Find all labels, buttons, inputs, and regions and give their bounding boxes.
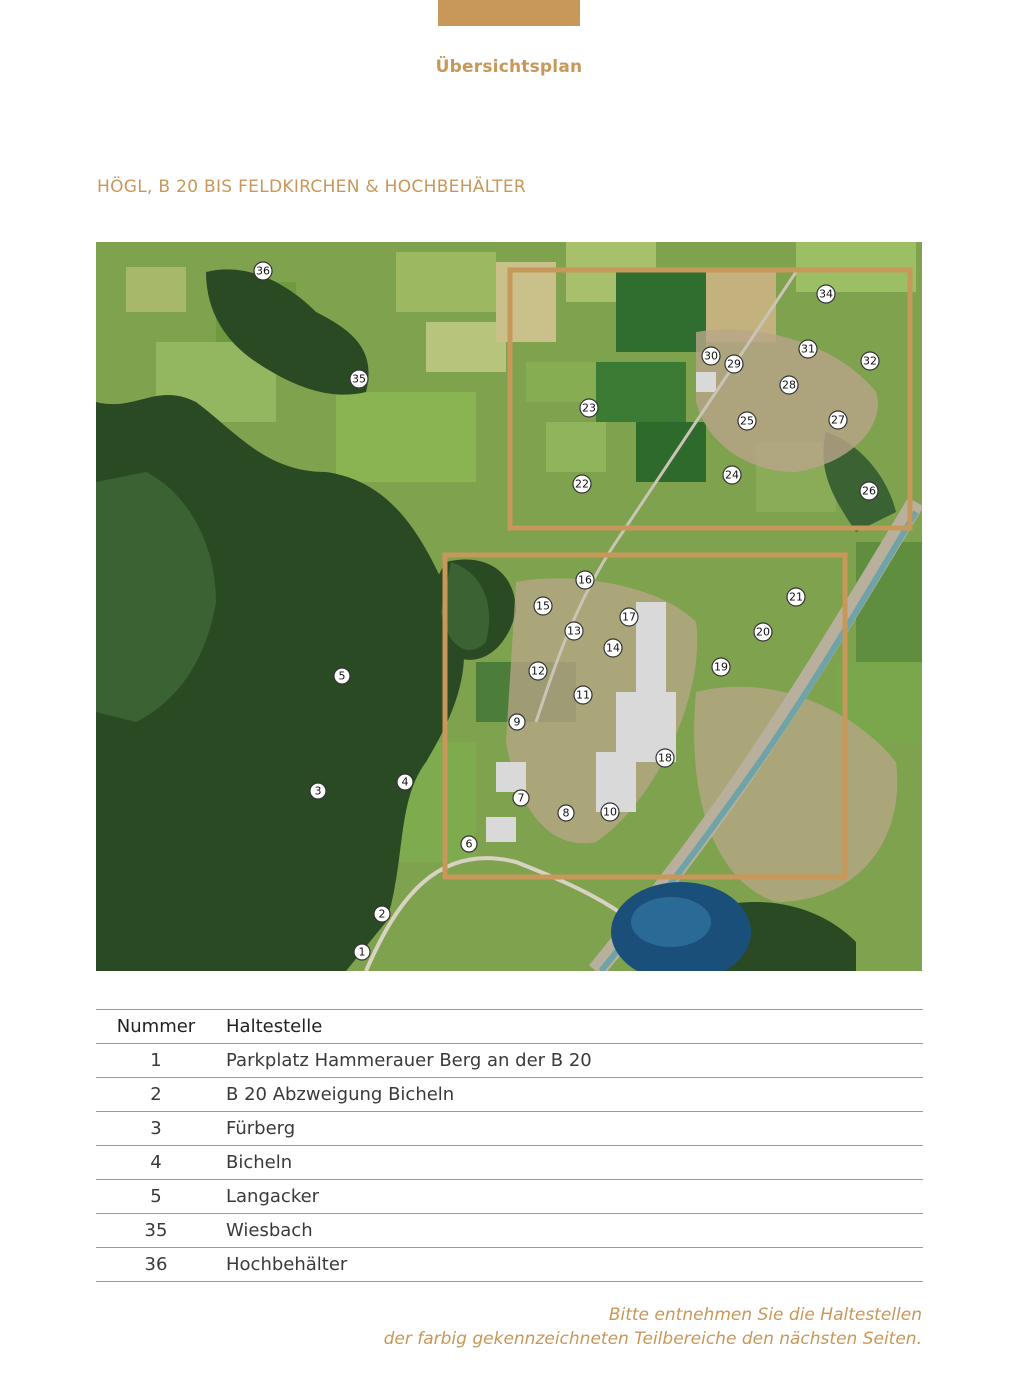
stop-marker-34[interactable] [817,285,835,303]
stop-number: 1 [96,1044,216,1078]
stop-marker-23[interactable] [580,399,598,417]
stop-marker-22[interactable] [573,475,591,493]
stop-marker-25[interactable] [738,412,756,430]
svg-text:27: 27 [831,413,845,427]
stop-marker-6[interactable] [461,836,477,852]
stop-marker-15[interactable] [534,597,552,615]
svg-text:30: 30 [704,349,718,363]
stop-marker-5[interactable] [334,668,350,684]
stop-marker-9[interactable] [509,714,525,730]
aerial-map[interactable] [96,242,922,971]
svg-text:16: 16 [578,573,592,587]
table-header-row [96,1010,923,1044]
svg-text:21: 21 [789,590,803,604]
table-row [96,1248,923,1282]
svg-text:31: 31 [801,342,815,356]
stop-marker-17[interactable] [620,608,638,626]
stop-marker-8[interactable] [558,805,574,821]
stop-marker-20[interactable] [754,623,772,641]
svg-text:29: 29 [727,357,741,371]
stop-name: Bicheln [216,1146,923,1180]
stop-marker-24[interactable] [723,466,741,484]
stop-marker-31[interactable] [799,340,817,358]
stop-marker-1[interactable] [354,944,370,960]
stop-marker-16[interactable] [576,571,594,589]
stop-number: 5 [96,1180,216,1214]
stop-number: 4 [96,1146,216,1180]
stop-marker-36[interactable] [254,262,272,280]
stop-number: 35 [96,1214,216,1248]
stop-marker-18[interactable] [656,749,674,767]
svg-text:11: 11 [576,688,590,702]
stop-marker-26[interactable] [860,482,878,500]
svg-text:6: 6 [465,837,473,851]
stop-name: Fürberg [216,1112,923,1146]
svg-text:19: 19 [714,660,728,674]
svg-text:26: 26 [862,484,876,498]
stop-marker-28[interactable] [780,376,798,394]
stop-marker-19[interactable] [712,658,730,676]
column-header-number: Nummer [96,1010,216,1044]
stop-number: 2 [96,1078,216,1112]
table-row [96,1112,923,1146]
svg-text:17: 17 [622,610,636,624]
svg-text:28: 28 [782,378,796,392]
stop-marker-3[interactable] [310,783,326,799]
lake-shallow [631,897,711,947]
stop-name: B 20 Abzweigung Bicheln [216,1078,923,1112]
stop-name: Langacker [216,1180,923,1214]
svg-text:18: 18 [658,751,672,765]
header-accent-bar [438,0,580,26]
svg-text:2: 2 [378,907,386,921]
stop-marker-35[interactable] [350,370,368,388]
svg-text:13: 13 [567,624,581,638]
stop-name: Parkplatz Hammerauer Berg an der B 20 [216,1044,923,1078]
svg-text:15: 15 [536,599,550,613]
stop-number: 36 [96,1248,216,1282]
stops-table [96,1009,923,1282]
svg-text:23: 23 [582,401,596,415]
svg-text:36: 36 [256,264,270,278]
stop-marker-2[interactable] [374,906,390,922]
svg-text:8: 8 [562,806,570,820]
svg-text:32: 32 [863,354,877,368]
section-title: HÖGL, B 20 BIS FELDKIRCHEN & HOCHBEHÄLTER [97,177,526,197]
stop-marker-27[interactable] [829,411,847,429]
table-row [96,1146,923,1180]
stop-name: Hochbehälter [216,1248,923,1282]
stop-marker-30[interactable] [702,347,720,365]
svg-text:10: 10 [603,805,617,819]
footer-note-line-1: Bitte entnehmen Sie die Haltestellen [608,1305,922,1325]
stop-marker-21[interactable] [787,588,805,606]
stop-marker-4[interactable] [397,774,413,790]
svg-text:35: 35 [352,372,366,386]
stop-marker-11[interactable] [574,686,592,704]
table-row [96,1180,923,1214]
table-row [96,1044,923,1078]
stop-marker-29[interactable] [725,355,743,373]
footer-note-line-2: der farbig gekennzeichneten Teilbereiche den nächsten Seiten. [383,1329,922,1349]
svg-text:5: 5 [338,669,346,683]
stop-marker-13[interactable] [565,622,583,640]
stop-number: 3 [96,1112,216,1146]
footer-note [384,1303,922,1351]
stop-marker-10[interactable] [601,803,619,821]
stop-marker-7[interactable] [513,790,529,806]
table-row [96,1078,923,1112]
stop-marker-12[interactable] [529,662,547,680]
svg-text:1: 1 [358,945,366,959]
svg-text:7: 7 [517,791,525,805]
svg-text:24: 24 [725,468,739,482]
svg-text:22: 22 [575,477,589,491]
stop-marker-32[interactable] [861,352,879,370]
svg-text:4: 4 [401,775,409,789]
svg-text:25: 25 [740,414,754,428]
table-row [96,1214,923,1248]
svg-text:9: 9 [513,715,521,729]
page-title: Übersichtsplan [435,57,583,77]
svg-text:34: 34 [819,287,833,301]
svg-text:3: 3 [314,784,322,798]
svg-text:14: 14 [606,641,620,655]
stop-name: Wiesbach [216,1214,923,1248]
svg-text:12: 12 [531,664,545,678]
stop-marker-14[interactable] [604,639,622,657]
svg-text:20: 20 [756,625,770,639]
column-header-stop: Haltestelle [216,1010,923,1044]
